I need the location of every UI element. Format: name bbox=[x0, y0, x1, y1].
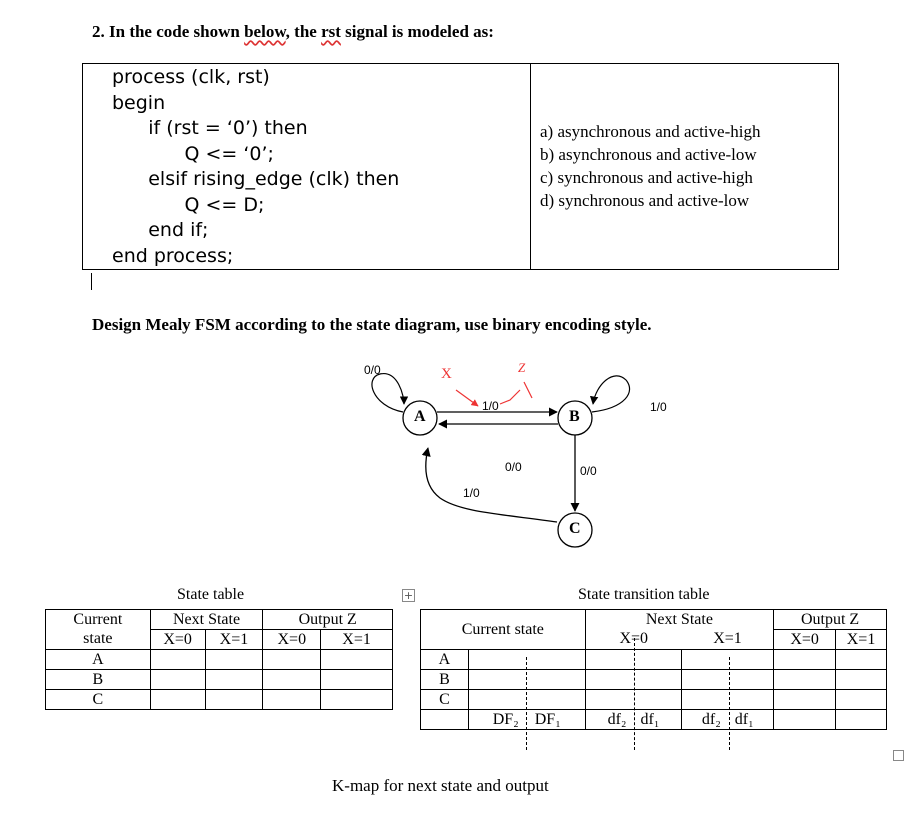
code-line: Q <= ‘0’; bbox=[112, 142, 274, 165]
label-c-to-a: 1/0 bbox=[463, 486, 480, 500]
self-loop-b bbox=[592, 376, 630, 412]
code-line: process (clk, rst) bbox=[112, 66, 270, 88]
row-state: A bbox=[46, 650, 151, 670]
hdr-next-x0: X=0 bbox=[585, 630, 682, 650]
hdr-next-x1: X=1 bbox=[205, 630, 263, 650]
hdr-next-state: Next State bbox=[585, 610, 774, 630]
footer-DF2: DF₂ bbox=[492, 710, 519, 728]
cell[interactable] bbox=[774, 650, 836, 670]
z-output-arrow bbox=[500, 382, 532, 404]
state-table-caption: State table bbox=[177, 586, 245, 603]
code-line: end process; bbox=[112, 244, 234, 267]
cell[interactable] bbox=[682, 690, 774, 710]
cell[interactable] bbox=[836, 690, 887, 710]
option-b: b) asynchronous and active-low bbox=[540, 145, 757, 164]
z-output-mark: Z bbox=[518, 360, 526, 375]
option-c: c) synchronous and active-high bbox=[540, 168, 753, 187]
option-d: d) synchronous and active-low bbox=[540, 191, 750, 210]
hdr-output-z: Output Z bbox=[263, 610, 393, 630]
kmap-divider bbox=[526, 657, 527, 750]
cell[interactable] bbox=[321, 690, 393, 710]
table-cell bbox=[682, 710, 774, 730]
cell[interactable] bbox=[150, 650, 205, 670]
label-b-to-a: 0/0 bbox=[505, 460, 522, 474]
self-loop-a bbox=[372, 374, 404, 412]
hdr-output-z: Output Z bbox=[774, 610, 887, 630]
table-row bbox=[421, 650, 887, 670]
table-row bbox=[46, 690, 393, 710]
cell[interactable] bbox=[682, 650, 774, 670]
kmap-divider bbox=[634, 638, 635, 750]
cell[interactable] bbox=[321, 670, 393, 690]
label-a-to-b: 1/0 bbox=[482, 399, 499, 413]
cell[interactable] bbox=[774, 690, 836, 710]
cell[interactable] bbox=[150, 670, 205, 690]
cell[interactable] bbox=[836, 670, 887, 690]
edge-c-to-a bbox=[426, 448, 557, 522]
cell[interactable] bbox=[205, 650, 263, 670]
row-state: B bbox=[421, 670, 469, 690]
code-line: if (rst = ‘0’) then bbox=[112, 117, 308, 139]
cell bbox=[421, 710, 469, 730]
hdr-next-x1: X=1 bbox=[682, 630, 774, 650]
state-b-label: B bbox=[569, 408, 580, 425]
code-line: Q <= D; bbox=[112, 193, 265, 216]
row-state: A bbox=[421, 650, 469, 670]
question-title: 2. In the code shown below, the rst signal is modeled as: bbox=[92, 22, 494, 41]
code-line: end if; bbox=[112, 219, 209, 241]
row-state: C bbox=[421, 690, 469, 710]
table-row bbox=[421, 670, 887, 690]
hdr-out-x1: X=1 bbox=[836, 630, 887, 650]
cell[interactable] bbox=[263, 670, 321, 690]
cell[interactable] bbox=[150, 690, 205, 710]
code-line: elsif rising_edge (clk) then bbox=[112, 168, 400, 190]
row-state: B bbox=[46, 670, 151, 690]
table-move-handle[interactable]: + bbox=[403, 589, 414, 602]
cell[interactable] bbox=[263, 690, 321, 710]
transition-table bbox=[420, 609, 887, 730]
table-row bbox=[46, 630, 393, 650]
state-c-label: C bbox=[569, 520, 581, 537]
table-row bbox=[46, 670, 393, 690]
table-row bbox=[46, 610, 393, 630]
label-b-to-c: 0/0 bbox=[580, 464, 597, 478]
option-a: a) asynchronous and active-high bbox=[540, 122, 761, 141]
transition-table-caption: State transition table bbox=[578, 586, 710, 603]
cell[interactable] bbox=[205, 670, 263, 690]
code-line: begin bbox=[112, 91, 166, 114]
hdr-out-x0: X=0 bbox=[774, 630, 836, 650]
row-state: C bbox=[46, 690, 151, 710]
table-resize-handle[interactable] bbox=[893, 750, 904, 761]
footer-df2: df₂ bbox=[607, 710, 627, 728]
design-title: Design Mealy FSM according to the state diagram, use binary encoding style. bbox=[92, 315, 652, 334]
footer-row bbox=[421, 710, 887, 730]
state-a-label: A bbox=[414, 408, 426, 425]
hdr-out-x1: X=1 bbox=[321, 630, 393, 650]
cell[interactable] bbox=[836, 650, 887, 670]
hdr-out-x0: X=0 bbox=[263, 630, 321, 650]
spellcheck-rst: rst bbox=[321, 22, 341, 41]
cell[interactable] bbox=[774, 670, 836, 690]
hdr-state: state bbox=[46, 630, 151, 650]
x-input-arrow bbox=[456, 390, 478, 406]
hdr-current-state: Current state bbox=[421, 610, 586, 650]
x-input-mark: X bbox=[441, 366, 452, 382]
table-row bbox=[421, 690, 887, 710]
footer-df1: df₁ bbox=[640, 710, 660, 728]
state-table bbox=[45, 609, 393, 710]
table-row bbox=[46, 650, 393, 670]
cell[interactable] bbox=[682, 670, 774, 690]
label-self-a: 0/0 bbox=[364, 363, 381, 377]
kmap-caption: K-map for next state and output bbox=[332, 776, 549, 795]
cell[interactable] bbox=[263, 650, 321, 670]
hdr-next-state: Next State bbox=[150, 610, 263, 630]
footer-df1-x1: df₁ bbox=[734, 710, 754, 728]
cell bbox=[774, 710, 836, 730]
kmap-divider bbox=[729, 657, 730, 750]
cell[interactable] bbox=[321, 650, 393, 670]
cell bbox=[836, 710, 887, 730]
spellcheck-below: below bbox=[244, 22, 286, 41]
label-self-b: 1/0 bbox=[650, 400, 667, 414]
hdr-current: Current bbox=[46, 610, 151, 630]
table-row bbox=[421, 610, 887, 630]
footer-df2-x1: df₂ bbox=[701, 710, 721, 728]
cell[interactable] bbox=[205, 690, 263, 710]
hdr-next-x0: X=0 bbox=[150, 630, 205, 650]
footer-DF1: DF₁ bbox=[534, 710, 561, 728]
